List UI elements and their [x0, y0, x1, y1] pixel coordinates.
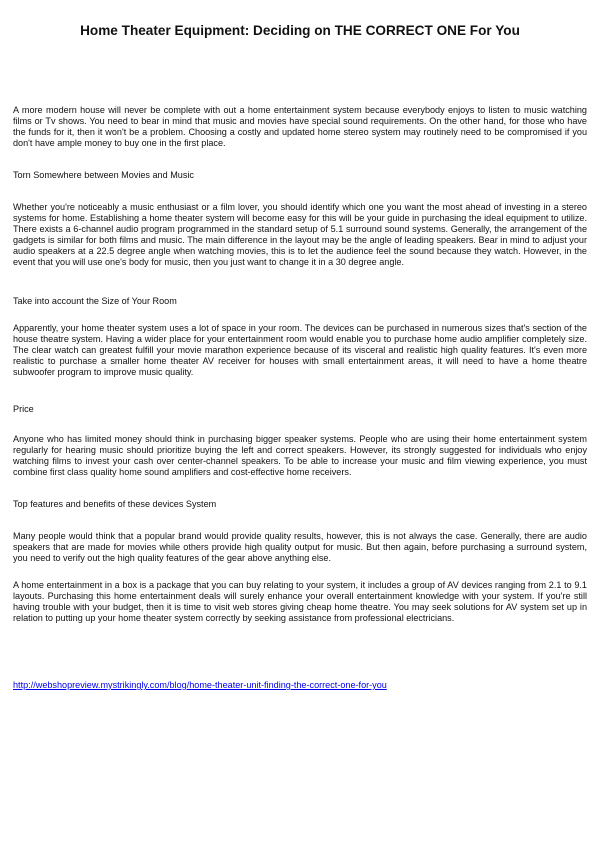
section-heading-features: Top features and benefits of these devices System [13, 499, 217, 509]
page-title: Home Theater Equipment: Deciding on THE CORRECT ONE For You [80, 23, 520, 38]
section-paragraph-movies-music: Whether you're noticeably a music enthusiast or a film lover, you should identify which one you want the most ahead of investing in a stereo systems for home. Establishing a home theater system will become easy for this will be your guide in purchasing the ideal equipment to utilize. There exists a 6-channel audio program programmed in the standard setup of 5.1 surround sound systems. Generally, the arrangement of the gadgets is similar for both films and music. The main difference in the layout may be the angle of leading speakers. Bear in mind to adjust your audio speakers at a 22.5 degree angle when watching movies, this is to let the audience feel the sound because they watch. However, in the event that you will use one's body for music, then you just want to change it in a 30 degree angle. [13, 202, 587, 267]
section-heading-price: Price [13, 404, 34, 414]
source-link[interactable]: http://webshopreview.mystrikingly.com/blog/home-theater-unit-finding-the-correct-one-for-you [13, 680, 387, 690]
section-paragraph-price: Anyone who has limited money should think in purchasing bigger speaker systems. People who are using their home entertainment system regularly for hearing music should prioritize buying the left and correct speakers. However, its strongly suggested for individuals who enjoy watching films to invest your cash over center-channel speakers. To be able to increase your music and film viewing experience, you must combine first class quality home sound amplifiers and cost-effective home receivers. [13, 434, 587, 477]
section-paragraph-room-size: Apparently, your home theater system uses a lot of space in your room. The devices can be purchased in numerous sizes that's section of the house theatre system. Having a wider place for your entertainment room would enable you to purchase home audio amplifier completely size. The clear watch can greatest fulfill your movie marathon experience because of its visceral and realistic high quality features. It's even more realistic to purchase a smaller home theater AV receiver for houses with small entertainment areas, it will need to have a home theatre subwoofer program to improve music quality. [13, 323, 587, 377]
section-heading-movies-music: Torn Somewhere between Movies and Music [13, 170, 194, 180]
closing-paragraph: A home entertainment in a box is a package that you can buy relating to your system, it includes a group of AV devices ranging from 2.1 to 9.1 layouts. Purchasing this home entertainment deals will surely enhance your overall entertainment knowledge with your system. If you're still having trouble with your budget, then it is time to visit web stores giving cheap home theatre. You may seek solutions for AV system set up in relation to putting up your home theater system correctly by seeking assistance from professional electricians. [13, 580, 587, 623]
intro-paragraph: A more modern house will never be complete with out a home entertainment system because everybody enjoys to listen to music watching films or Tv shows. You need to bear in mind that music and movies have special sound requirements. On the other hand, for those who have the funds for it, then it won't be a problem. Choosing a costly and updated home stereo system may routinely need to be compromised if you don't have ample money to buy one in the first place. [13, 105, 587, 148]
section-heading-room-size: Take into account the Size of Your Room [13, 296, 177, 306]
section-paragraph-features: Many people would think that a popular brand would provide quality results, however, this is not always the case. Generally, there are audio speakers that are made for movies while others provide high quality output for music. But then again, before purchasing a surround system, you need to verify out the high quality features of the gear above anything else. [13, 531, 587, 563]
